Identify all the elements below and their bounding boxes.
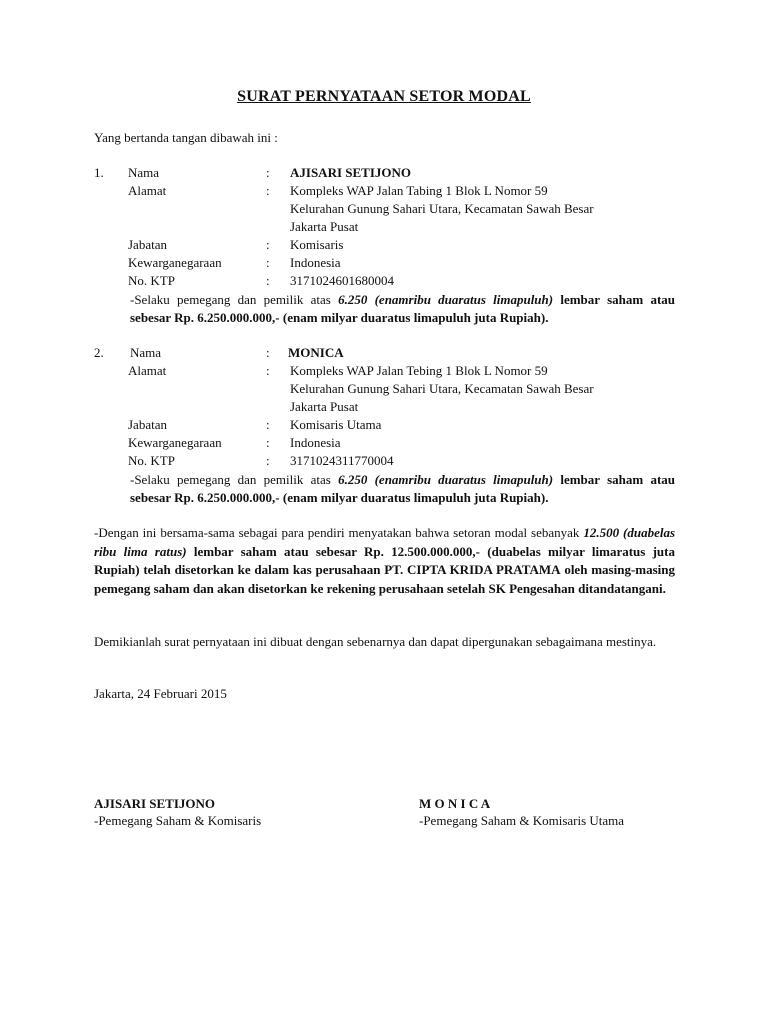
- person-2-number: 2.: [94, 345, 104, 360]
- person-2-share-pre: -Selaku pemegang dan pemilik atas: [130, 472, 331, 487]
- person-1-name-label: Nama: [128, 165, 160, 180]
- intro-text: Yang bertanda tangan dibawah ini :: [94, 130, 278, 145]
- statement-part-1: -Dengan ini bersama-sama sebagai para pendiri menyatakan bahwa setoran modal sebanyak: [94, 525, 580, 540]
- person-1-address-colon: :: [266, 183, 270, 198]
- statement-part-3: oleh masing-masing pemegang saham dan akan disetorkan ke rekening perusahaan setelah SK Pengesahan ditandatangani.: [94, 562, 676, 596]
- person-2-ktp-label: No. KTP: [128, 453, 175, 468]
- person-2-citizenship-label: Kewarganegaraan: [128, 435, 222, 450]
- person-1-share-post: lembar saham atau sebesar Rp. 6.250.000.000,- (enam milyar duaratus limapuluh juta Rupiah).: [130, 292, 675, 325]
- person-1-position-colon: :: [266, 237, 270, 252]
- person-1-citizenship-label: Kewarganegaraan: [128, 255, 222, 270]
- person-1-address-line-2: Kelurahan Gunung Sahari Utara, Kecamatan Sawah Besar: [290, 201, 594, 216]
- person-2-citizenship: Indonesia: [290, 435, 341, 450]
- person-2-name-colon: :: [266, 345, 270, 360]
- person-2-share-post: lembar saham atau sebesar Rp. 6.250.000.000,- (enam milyar duaratus limapuluh juta Rupiah).: [130, 472, 675, 505]
- person-1-address-label: Alamat: [128, 183, 167, 198]
- person-1-ktp: 3171024601680004: [290, 273, 394, 288]
- person-1-name-colon: :: [266, 165, 270, 180]
- person-1-number: 1.: [94, 165, 104, 180]
- person-2-ktp: 3171024311770004: [290, 453, 394, 468]
- signatory-1-role: -Pemegang Saham & Komisaris: [94, 813, 262, 828]
- person-2-position-colon: :: [266, 417, 270, 432]
- statement-shares: 12.500 (duabelas ribu lima ratus): [94, 525, 676, 559]
- person-2-position-label: Jabatan: [128, 417, 167, 432]
- person-1-address-line-3: Jakarta Pusat: [290, 219, 359, 234]
- person-1-address-line-1: Kompleks WAP Jalan Tabing 1 Blok L Nomor 59: [290, 183, 548, 198]
- capital-statement-paragraph: [94, 524, 675, 598]
- signatory-2-name: M O N I C A: [419, 796, 491, 811]
- person-2-address-colon: :: [266, 363, 270, 378]
- person-2-citizenship-colon: :: [266, 435, 270, 450]
- person-1-share-statement: [130, 291, 675, 327]
- person-2-address-label: Alamat: [128, 363, 167, 378]
- person-1-citizenship-colon: :: [266, 255, 270, 270]
- person-2-address-line-2: Kelurahan Gunung Sahari Utara, Kecamatan Sawah Besar: [290, 381, 594, 396]
- person-2-ktp-colon: :: [266, 453, 270, 468]
- person-2-name: MONICA: [288, 345, 344, 360]
- statement-part-2: lembar saham atau sebesar Rp. 12.500.000.000,- (duabelas milyar limaratus juta Rupiah) telah disetorkan ke dalam kas perusahaan: [94, 543, 675, 577]
- person-1-position-label: Jabatan: [128, 237, 167, 252]
- closing-paragraph: Demikianlah surat pernyataan ini dibuat dengan sebenarnya dan dapat dipergunakan sebagaimana mestinya.: [94, 634, 657, 649]
- person-2-address-line-3: Jakarta Pusat: [290, 399, 359, 414]
- place-date: Jakarta, 24 Februari 2015: [94, 686, 227, 701]
- statement-company: PT. CIPTA KRIDA PRATAMA: [384, 562, 561, 577]
- person-2-address-line-1: Kompleks WAP Jalan Tebing 1 Blok L Nomor 59: [290, 363, 548, 378]
- person-1-citizenship: Indonesia: [290, 255, 341, 270]
- person-2-share-statement: [130, 471, 675, 507]
- person-1-name: AJISARI SETIJONO: [290, 165, 412, 180]
- person-2-share-amount: 6.250 (enamribu duaratus limapuluh): [338, 472, 554, 487]
- signatory-2-role: -Pemegang Saham & Komisaris Utama: [419, 813, 625, 828]
- person-1-ktp-label: No. KTP: [128, 273, 175, 288]
- person-1-share-pre: -Selaku pemegang dan pemilik atas: [130, 292, 331, 307]
- person-1-ktp-colon: :: [266, 273, 270, 288]
- person-2-position: Komisaris Utama: [290, 417, 382, 432]
- signatory-1-name: AJISARI SETIJONO: [94, 796, 216, 811]
- person-1-position: Komisaris: [290, 237, 344, 252]
- person-1-share-amount: 6.250 (enamribu duaratus limapuluh): [338, 292, 554, 307]
- person-2-name-label: Nama: [130, 345, 162, 360]
- document-title: SURAT PERNYATAAN SETOR MODAL: [237, 88, 531, 105]
